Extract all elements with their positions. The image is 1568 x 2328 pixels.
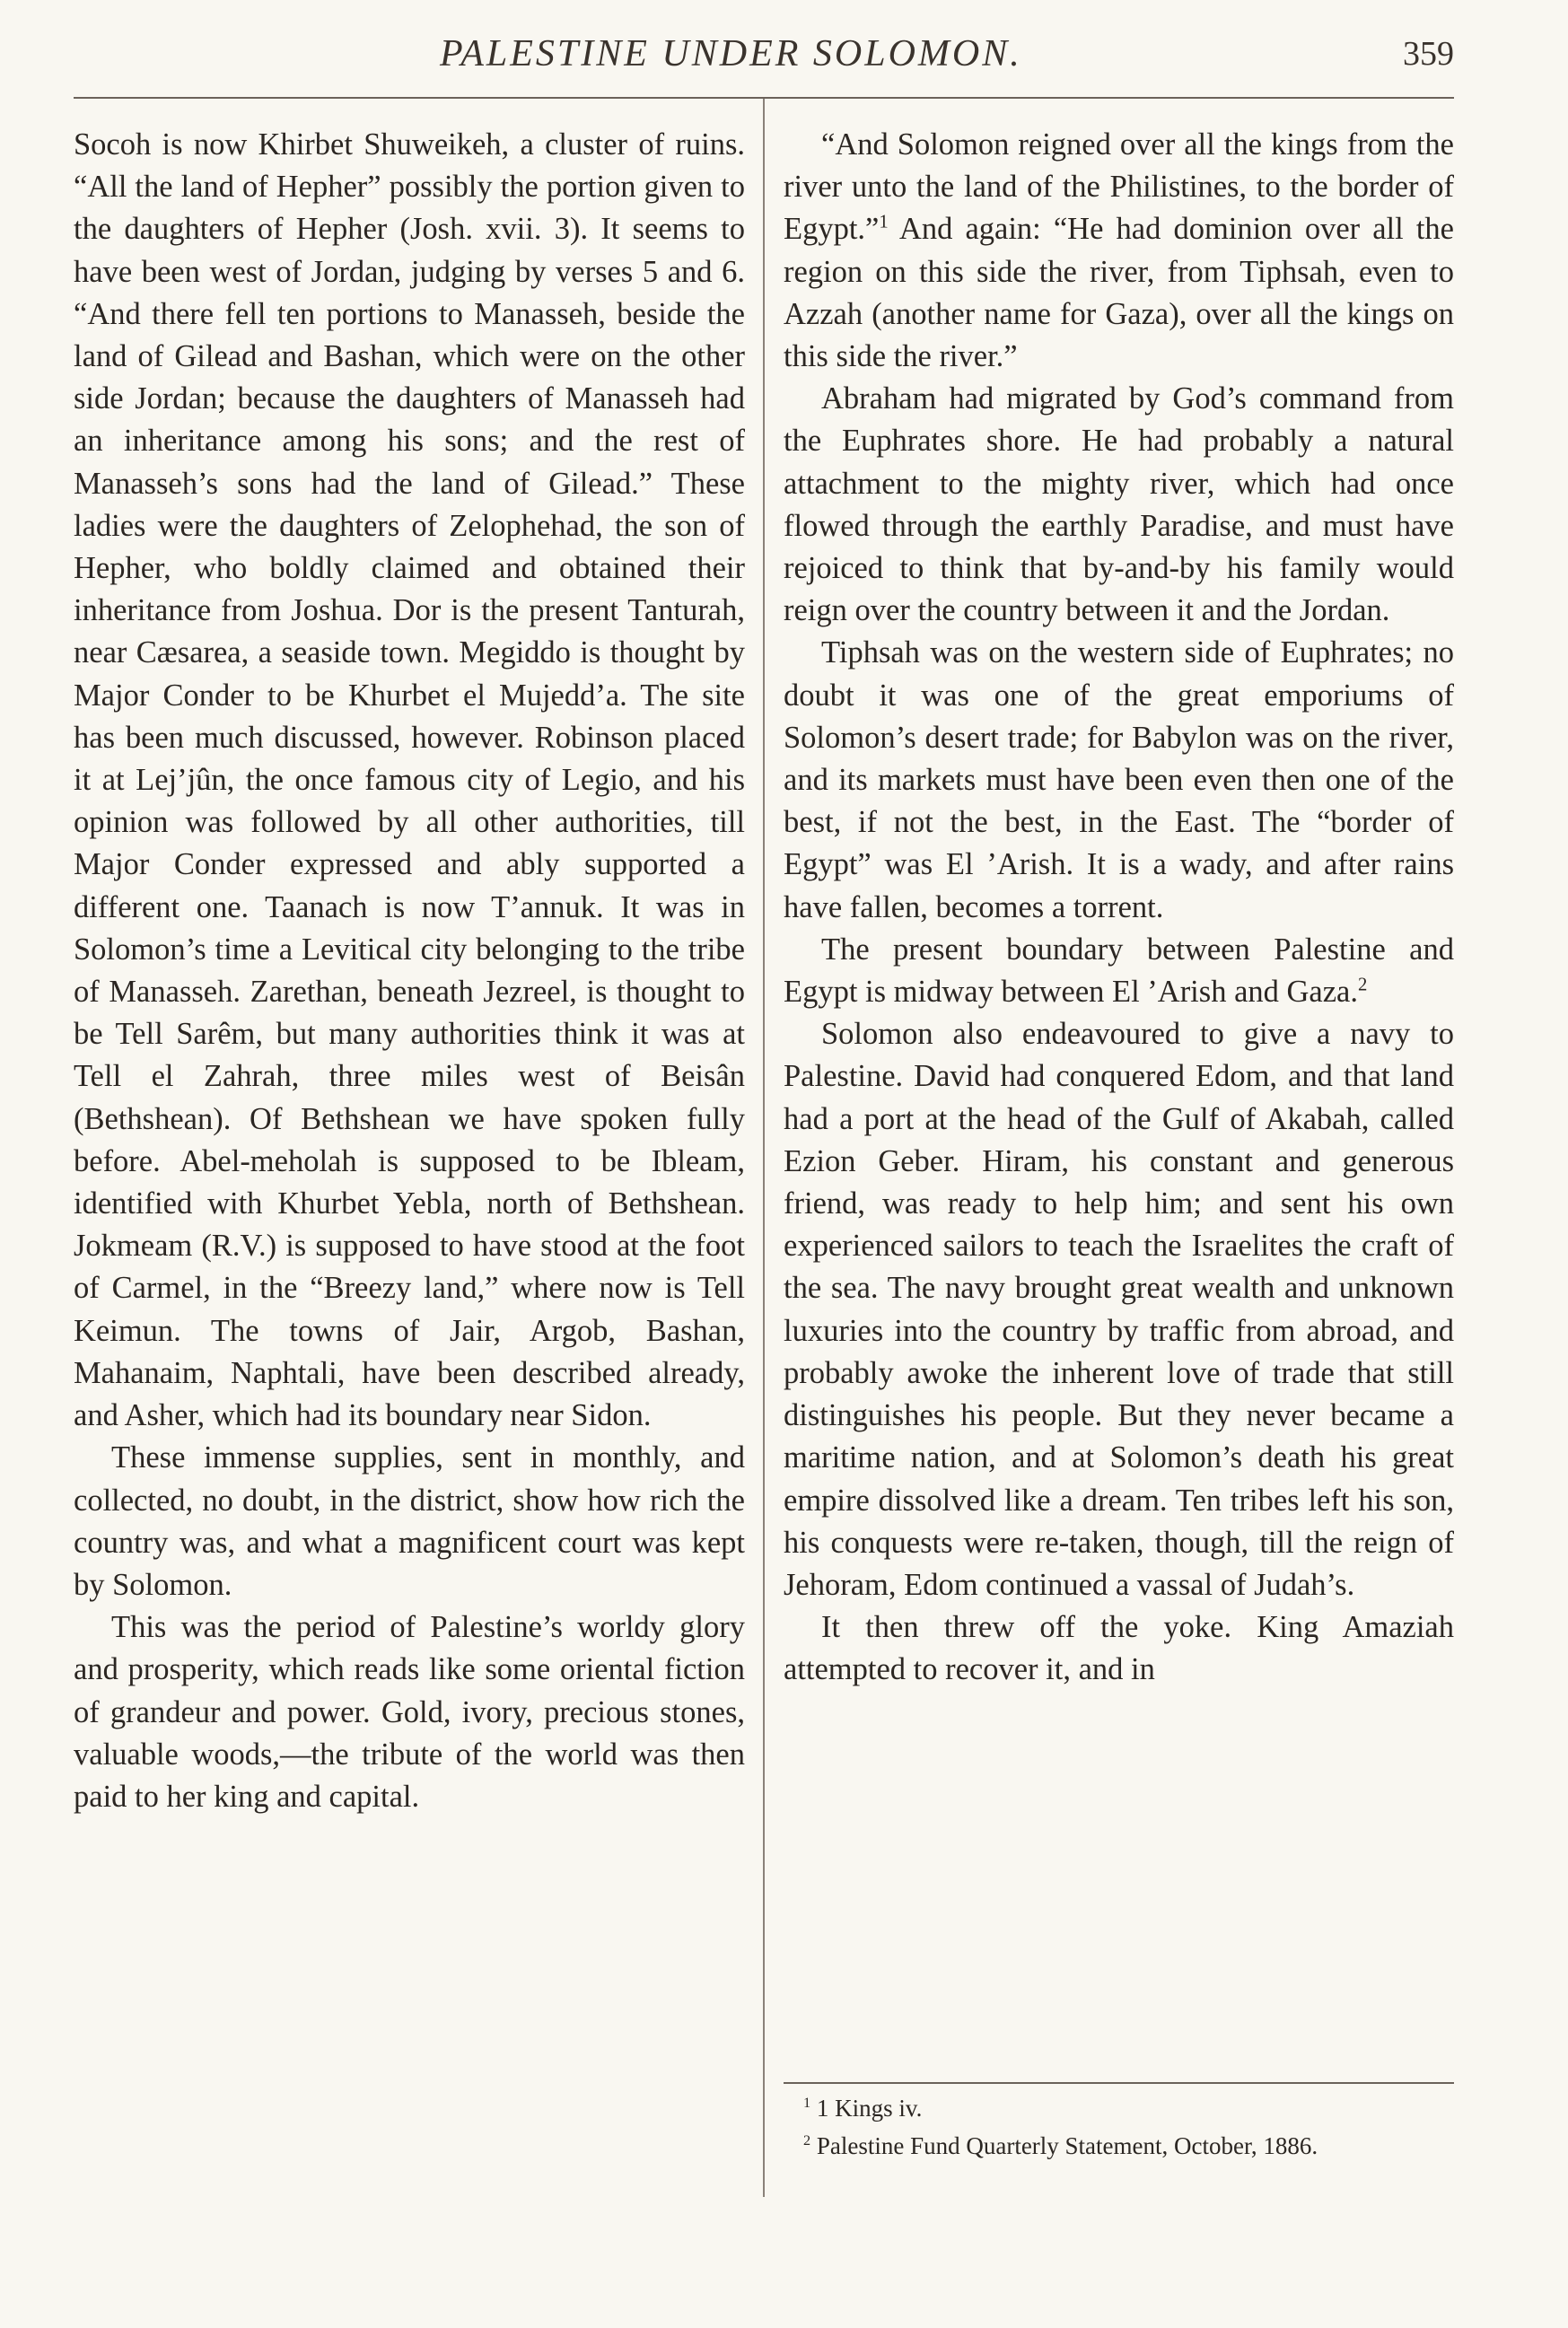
footnote-mark: 2 (803, 2132, 811, 2149)
paragraph: These immense supplies, sent in monthly, and collected, no doubt, in the district, show how rich the country was, and what a magnificent court was kept by Solomon. (74, 1440, 745, 1602)
footnote-text: Palestine Fund Quarterly Statement, October, 1886. (810, 2132, 1318, 2159)
footnote-reference: 2 (1358, 975, 1368, 995)
paragraph: Abraham had migrated by God’s command from the Euphrates shore. He had probably a natural attachment to the mighty river, which had once flowed through the earthly Paradise, and must have rejoiced to think that by-and-by his family would reign over the country between it and the Jordan. (784, 381, 1454, 628)
running-head (72, 27, 1454, 81)
footnotes (784, 2089, 1454, 2165)
footnote-mark: 1 (803, 2095, 811, 2111)
footnote (784, 2127, 1454, 2165)
column-divider (763, 99, 765, 2197)
paragraph-text: The present boundary between Palestine and Egypt is midway between El ’Arish and Gaza. (784, 932, 1454, 1010)
paragraph: Socoh is now Khirbet Shuweikeh, a cluster of ruins. “All the land of Hepher” possibly the portion given to the daughters of Hepher (Josh. xvii. 3). It seems to have been west of Jordan, judging by verses 5 and 6. “And there fell ten portions to Manasseh, beside the land of Gilead and Bashan, which were on the other side Jordan; because the daughters of Manasseh had an inheritance among his sons; and the rest of Manasseh’s sons had the land of Gilead.” These ladies were the daughters of Zelophehad, the son of Hepher, who boldly claimed and obtained their inheritance from Joshua. Dor is the present Tanturah, near Cæsarea, a seaside town. Megiddo is thought by Major Conder to be Khurbet el Mujedd’a. The site has been much discussed, however. Robinson placed it at Lej’jûn, the once famous city of Legio, and his opinion was followed by all other authorities, till Major Conder expressed and ably supported a different one. Taanach is now T’annuk. It was in Solomon’s time a Levitical city belonging to the tribe of Manasseh. Zarethan, beneath Jezreel, is thought to be Tell Sarêm, but many authorities think it was at Tell el Zahrah, three miles west of Beisân (Bethshean). Of Bethshean we have spoken fully before. Abel-meholah is supposed to be Ibleam, identified with Khurbet Yebla, north of Bethshean. Jokmeam (R.V.) is supposed to have stood at the foot of Carmel, in the “Breezy land,” where now is Tell Keimun. The towns of Jair, Argob, Bashan, Mahanaim, Naphtali, have been described already, and Asher, which had its boundary near Sidon. (74, 127, 745, 1433)
paragraph (784, 124, 1454, 378)
paragraph: This was the period of Palestine’s worldy glory and prosperity, which reads like some oriental fiction of grandeur and power. Gold, ivory, precious stones, valuable woods,—the tribute of the world was then paid to her king and capital. (74, 1610, 745, 1814)
paragraph-text: And again: “He had dominion over all the region on this side the river, from Tiphsah, even to Azzah (another name for Gaza), over all the kings on this side the river.” (784, 212, 1454, 374)
left-column (74, 124, 745, 1818)
right-column (784, 124, 1454, 1692)
paragraph: Tiphsah was on the western side of Euphrates; no doubt it was one of the great emporiums of Solomon’s desert trade; for Babylon was on the river, and its markets must have been even then one of the best, if not the best, in the East. The “border of Egypt” was El ’Arish. It is a wady, and after rains have fallen, becomes a torrent. (784, 635, 1454, 924)
paragraph-text: “And Solomon reigned over all the kings from the river unto the land of the Philistines, to the border of Egypt.” (784, 127, 1454, 247)
page-number: 359 (1403, 35, 1454, 73)
footnote-reference: 1 (879, 212, 889, 232)
footnote-text: 1 Kings iv. (810, 2095, 923, 2122)
paragraph: Solomon also endeavoured to give a navy to Palestine. David had conquered Edom, and that land had a port at the head of the Gulf of Akabah, called Ezion Geber. Hiram, his constant and generous friend, was ready to help him; and sent his own experienced sailors to teach the Israelites the craft of the sea. The navy brought great wealth and unknown luxuries into the country by traffic from abroad, and probably awoke the inherent love of trade that still distinguishes his people. But they never became a maritime nation, and at Solomon’s death his great empire dissolved like a dream. Ten tribes left his son, his conquests were re-taken, though, till the reign of Jehoram, Edom continued a vassal of Judah’s. (784, 1017, 1454, 1602)
footnote (784, 2089, 1454, 2127)
paragraph: It then threw off the yoke. King Amaziah attempted to recover it, and in (784, 1610, 1454, 1687)
running-title: PALESTINE UNDER SOLOMON. (440, 33, 1022, 74)
footnote-rule (784, 2082, 1454, 2084)
paragraph (784, 929, 1454, 1013)
